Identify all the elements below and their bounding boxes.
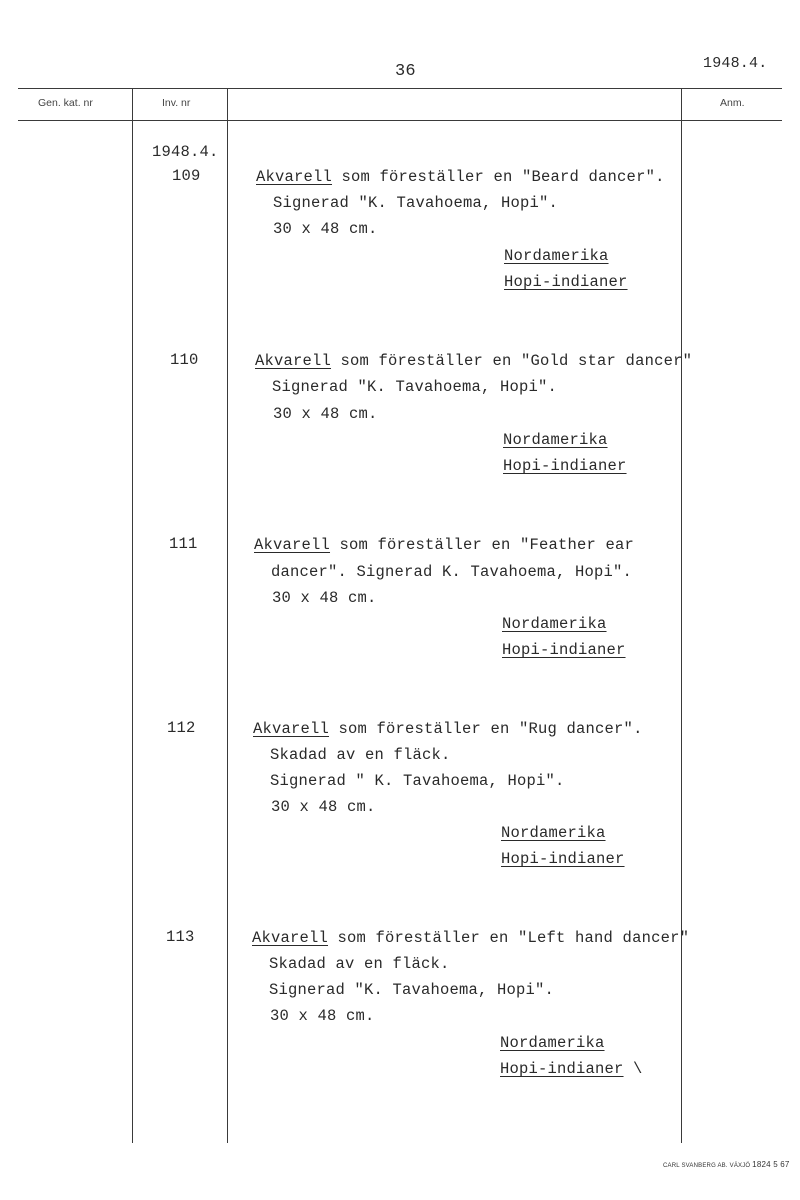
- entry-description-line: [255, 352, 692, 370]
- entry-line-text: som föreställer en "Gold star dancer": [331, 352, 693, 370]
- page-number: 36: [395, 62, 416, 81]
- entry-description-line: [254, 536, 634, 554]
- column-header-inv-nr: Inv. nr: [162, 97, 191, 109]
- entry-line-text: som föreställer en "Left hand dancer": [328, 929, 690, 947]
- trailing-mark: \: [633, 1060, 643, 1078]
- entry-group-line: [500, 1060, 643, 1078]
- inv-number: 110: [170, 351, 199, 369]
- entry-description-line: Skadad av en fläck.: [270, 746, 451, 764]
- entry-line-text: som föreställer en "Rug dancer".: [329, 720, 643, 738]
- entry-region: Nordamerika: [502, 615, 607, 633]
- entry-dimensions: 30 x 48 cm.: [273, 220, 378, 238]
- entry-description-line: dancer". Signerad K. Tavahoema, Hopi".: [271, 563, 633, 581]
- accession-number-top: 1948.4.: [703, 55, 768, 72]
- inv-number: 112: [167, 719, 196, 737]
- entry-dimensions: 30 x 48 cm.: [273, 405, 378, 423]
- entry-group: Hopi-indianer: [501, 850, 625, 868]
- object-type: Akvarell: [254, 536, 331, 554]
- object-type: Akvarell: [256, 168, 333, 186]
- column-divider-inv: [227, 88, 228, 1143]
- object-type: Akvarell: [252, 929, 329, 947]
- entry-description-line: Signerad " K. Tavahoema, Hopi".: [270, 772, 565, 790]
- accession-group: 1948.4.: [152, 143, 219, 161]
- entry-dimensions: 30 x 48 cm.: [271, 798, 376, 816]
- printer-imprint: [663, 1160, 790, 1169]
- column-divider-anm: [681, 88, 682, 1143]
- entry-dimensions: 30 x 48 cm.: [270, 1007, 375, 1025]
- entry-description-line: [253, 720, 643, 738]
- printer-name: CARL SVANBERG AB. VÄXJÖ: [663, 1163, 751, 1169]
- column-header-gen-kat-nr: Gen. kat. nr: [38, 97, 93, 109]
- inv-number: 111: [169, 535, 198, 553]
- form-code: 1824 5 67: [752, 1160, 790, 1169]
- entry-description-line: [252, 929, 689, 947]
- entry-region: Nordamerika: [500, 1034, 605, 1052]
- entry-dimensions: 30 x 48 cm.: [272, 589, 377, 607]
- entry-description-line: Signerad "K. Tavahoema, Hopi".: [272, 378, 558, 396]
- entry-group: Hopi-indianer: [500, 1060, 624, 1078]
- object-type: Akvarell: [255, 352, 332, 370]
- entry-region: Nordamerika: [503, 431, 608, 449]
- column-divider-gen-kat: [132, 88, 133, 1143]
- entry-description-line: Signerad "K. Tavahoema, Hopi".: [273, 194, 559, 212]
- entry-description-line: [256, 168, 665, 186]
- inv-number: 113: [166, 928, 195, 946]
- entry-group: Hopi-indianer: [502, 641, 626, 659]
- object-type: Akvarell: [253, 720, 330, 738]
- entry-description-line: Skadad av en fläck.: [269, 955, 450, 973]
- entry-region: Nordamerika: [504, 247, 609, 265]
- entry-description-line: Signerad "K. Tavahoema, Hopi".: [269, 981, 555, 999]
- inv-number: 109: [172, 167, 201, 185]
- entry-group: Hopi-indianer: [504, 273, 628, 291]
- entry-line-text: som föreställer en "Beard dancer".: [332, 168, 665, 186]
- entry-region: Nordamerika: [501, 824, 606, 842]
- entry-line-text: som föreställer en "Feather ear: [330, 536, 635, 554]
- column-header-anm: Anm.: [720, 97, 745, 109]
- entry-group: Hopi-indianer: [503, 457, 627, 475]
